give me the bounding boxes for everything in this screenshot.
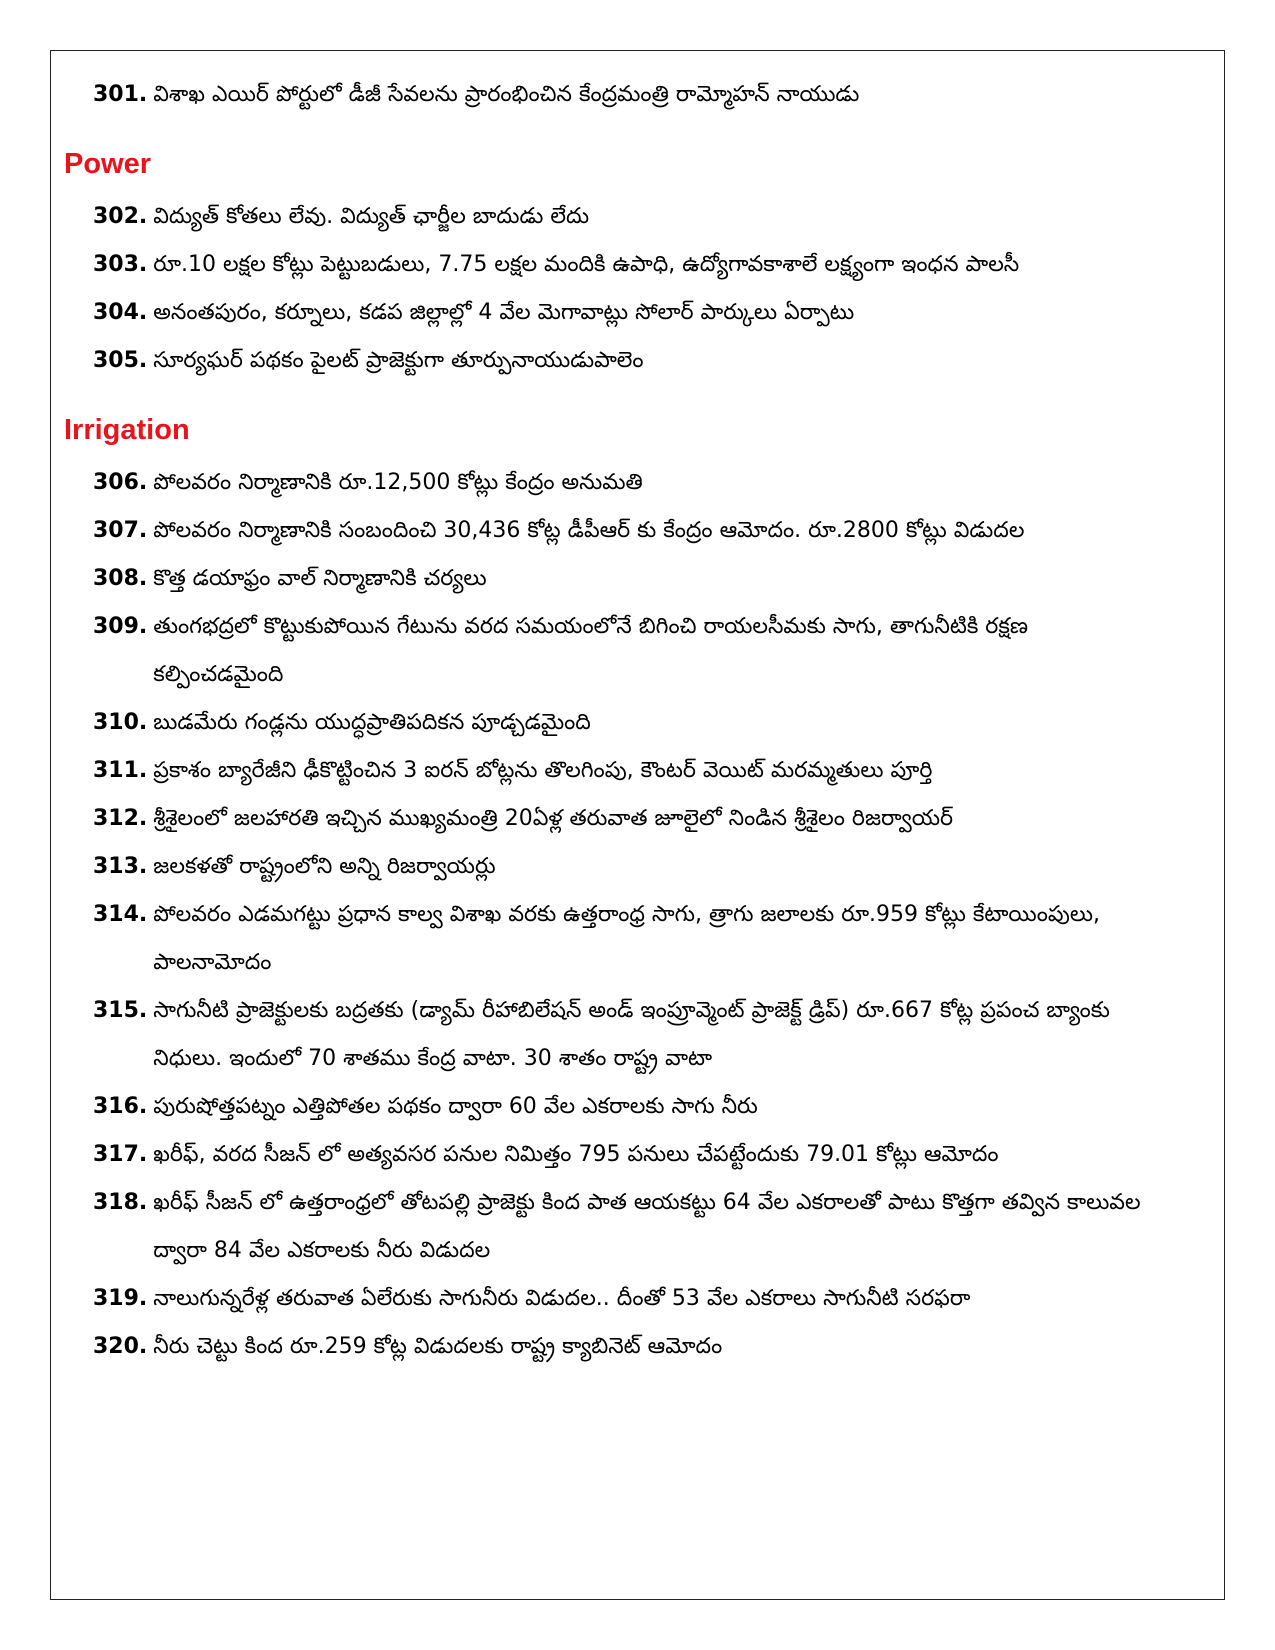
item-text: రూ.10 లక్షల కోట్లు పెట్టుబడులు, 7.75 లక్షల మందికి ఉపాధి, ఉద్యోగావకాశాలే లక్ష్యంగా ఇంధన పాలసీ xyxy=(153,252,1020,277)
list-item xyxy=(51,1275,1224,1323)
item-number: 319. xyxy=(93,1286,148,1311)
item-number: 317. xyxy=(93,1142,148,1167)
item-text: సూర్యఘర్ పథకం పైలట్ ప్రాజెక్టుగా తూర్పునాయుడుపాలెం xyxy=(153,348,644,373)
document-content xyxy=(51,71,1224,1371)
list-item xyxy=(51,699,1224,747)
item-text: పోలవరం ఎడమగట్టు ప్రధాన కాల్వ విశాఖ వరకు ఉత్తరాంధ్ర సాగు, త్రాగు జలాలకు రూ.959 కోట్లు కేటాయింపులు, పాలనామోదం xyxy=(153,902,1101,975)
item-number: 316. xyxy=(93,1094,148,1119)
list-item xyxy=(51,795,1224,843)
list-item xyxy=(51,241,1224,289)
item-number: 301. xyxy=(93,82,148,107)
item-text: పోలవరం నిర్మాణానికి సంబందించి 30,436 కోట్ల డీపీఆర్ కు కేంద్రం ఆమోదం. రూ.2800 కోట్లు విడుదల xyxy=(153,518,1025,543)
item-text: సాగునీటి ప్రాజెక్టులకు బద్రతకు (డ్యామ్ రీహాబిలేషన్ అండ్ ఇంప్రూవ్మెంట్ ప్రాజెక్ట్ డ్రిప్) రూ.667 కోట్ల ప్రపంచ బ్యాంకు నిధులు. ఇందులో 70 శాతము కేంద్ర వాటా. 30 శాతం రాష్ట్ర వాటా xyxy=(153,998,1110,1071)
item-text: పురుషోత్తపట్నం ఎత్తిపోతల పథకం ద్వారా 60 వేల ఎకరాలకు సాగు నీరు xyxy=(153,1094,758,1119)
item-number: 308. xyxy=(93,566,148,591)
item-text: బుడమేరు గండ్లను యుద్ధప్రాతిపదికన పూడ్చడమైంది xyxy=(153,710,591,735)
intro-list xyxy=(51,71,1224,119)
item-text: ఖరీఫ్, వరద సీజన్ లో అత్యవసర పనుల నిమిత్తం 795 పనులు చేపట్టేందుకు 79.01 కోట్లు ఆమోదం xyxy=(153,1142,999,1167)
section-heading: Irrigation xyxy=(64,414,190,446)
item-text: విద్యుత్ కోతలు లేవు. విద్యుత్ ఛార్జీల బాదుడు లేదు xyxy=(153,204,590,229)
item-number: 303. xyxy=(93,252,148,277)
list-item xyxy=(51,193,1224,241)
item-text: ఖరీఫ్ సీజన్ లో ఉత్తరాంధ్రలో తోటపల్లి ప్రాజెక్టు కింద పాత ఆయకట్టు 64 వేల ఎకరాలతో పాటు కొత్తగా తవ్విన కాలువల ద్వారా 84 వేల ఎకరాలకు నీరు విడుదల xyxy=(153,1190,1141,1263)
item-number: 305. xyxy=(93,348,148,373)
item-text: నాలుగున్నరేళ్ల తరువాత ఏలేరుకు సాగునీరు విడుదల.. దీంతో 53 వేల ఎకరాలు సాగునీటి సరఫరా xyxy=(153,1286,971,1311)
item-text: అనంతపురం, కర్నూలు, కడప జిల్లాల్లో 4 వేల మెగావాట్లు సోలార్ పార్కులు ఏర్పాటు xyxy=(153,300,855,325)
list-item xyxy=(51,843,1224,891)
item-number: 302. xyxy=(93,204,148,229)
list-item xyxy=(51,1131,1224,1179)
item-number: 311. xyxy=(93,758,148,783)
item-text: జలకళతో రాష్ట్రంలోని అన్ని రిజర్వాయర్లు xyxy=(153,854,496,879)
list-item xyxy=(51,891,1224,987)
item-number: 310. xyxy=(93,710,148,735)
item-number: 315. xyxy=(93,998,148,1023)
item-number: 306. xyxy=(93,470,148,495)
list-item xyxy=(51,459,1224,507)
list-item xyxy=(51,289,1224,337)
list-item xyxy=(51,1083,1224,1131)
item-text: కొత్త డయాఫ్రం వాల్ నిర్మాణానికి చర్యలు xyxy=(153,566,487,591)
item-number: 312. xyxy=(93,806,148,831)
list-item xyxy=(51,1179,1224,1275)
list-item xyxy=(51,555,1224,603)
item-number: 318. xyxy=(93,1190,148,1215)
item-text: నీరు చెట్టు కింద రూ.259 కోట్ల విడుదలకు రాష్ట్ర క్యాబినెట్ ఆమోదం xyxy=(153,1334,723,1359)
item-number: 309. xyxy=(93,614,148,639)
item-number: 304. xyxy=(93,300,148,325)
item-number: 307. xyxy=(93,518,148,543)
item-number: 313. xyxy=(93,854,148,879)
section-irrigation xyxy=(51,411,1224,1371)
item-text: తుంగభద్రలో కొట్టుకుపోయిన గేటును వరద సమయంలోనే బిగించి రాయలసీమకు సాగు, తాగునీటికి రక్షణ కల్పించడమైంది xyxy=(153,614,1028,687)
list-item xyxy=(51,987,1224,1083)
item-number: 320. xyxy=(93,1334,148,1359)
item-number: 314. xyxy=(93,902,148,927)
section-heading: Power xyxy=(64,148,152,180)
item-text: శ్రీశైలంలో జలహారతి ఇచ్చిన ముఖ్యమంత్రి 20ఏళ్ల తరువాత జూలైలో నిండిన శ్రీశైలం రిజర్వాయర్ xyxy=(153,806,954,831)
list-item xyxy=(51,603,1224,699)
section-power xyxy=(51,145,1224,385)
item-text: విశాఖ ఎయిర్ పోర్టులో డీజీ సేవలను ప్రారంభించిన కేంద్రమంత్రి రామ్మోహన్ నాయుడు xyxy=(153,82,860,107)
list-item xyxy=(51,507,1224,555)
item-text: ప్రకాశం బ్యారేజీని ఢీకొట్టించిన 3 ఐరన్ బోట్లను తొలగింపు, కౌంటర్ వెయిట్ మరమ్మతులు పూర్తి xyxy=(153,758,933,783)
page-frame xyxy=(50,50,1225,1600)
list-item xyxy=(51,337,1224,385)
list-item xyxy=(51,71,1224,119)
list-item xyxy=(51,747,1224,795)
list-item xyxy=(51,1323,1224,1371)
item-text: పోలవరం నిర్మాణానికి రూ.12,500 కోట్లు కేంద్రం అనుమతి xyxy=(153,470,643,495)
